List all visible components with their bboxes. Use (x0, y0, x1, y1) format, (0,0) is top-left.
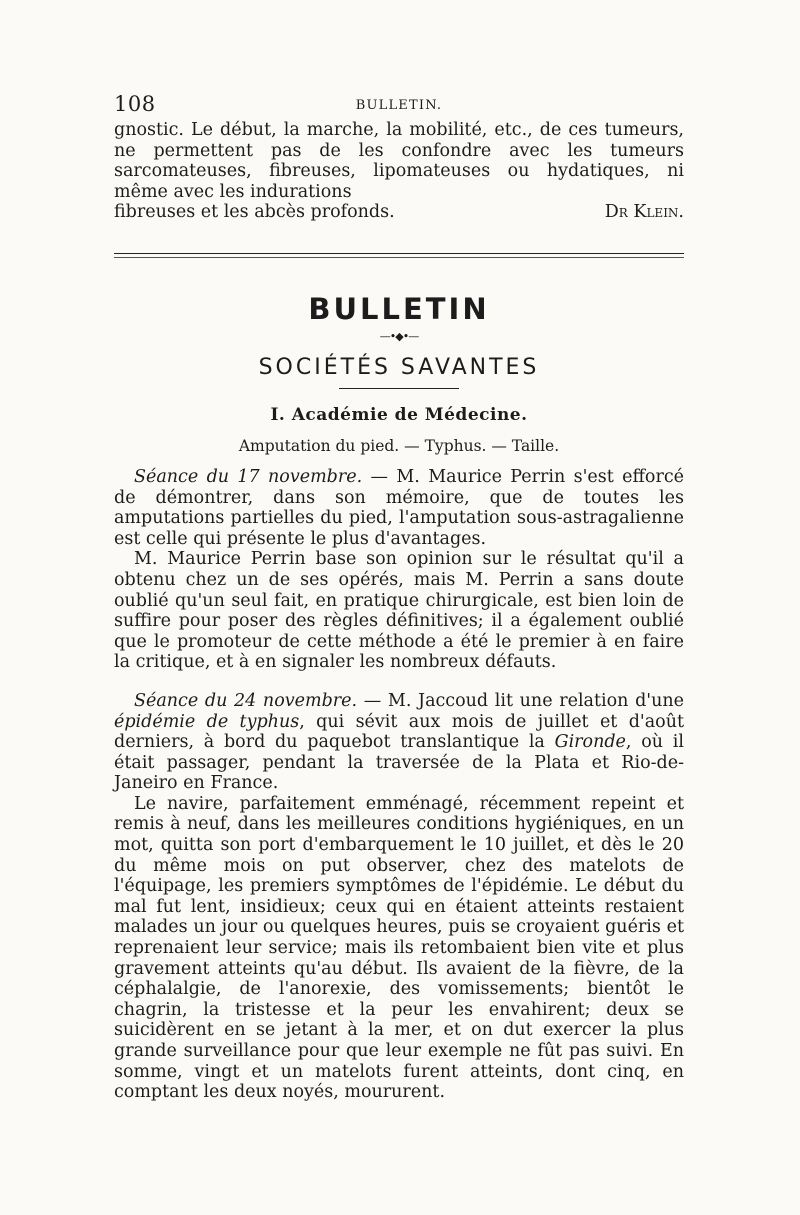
section-divider-thin (114, 257, 684, 258)
paragraph-24-novembre (114, 691, 684, 794)
section-divider (114, 253, 684, 254)
p4-text: Le navire, parfaitement emménagé, récemment repeint et remis à neuf, dans les meilleures conditions hygiéniques, en un mot, quitta son port d'embarquement le 10 juillet, et dès le 20 du même mois on put observer, chez des matelots de l'équipage, les premiers symptômes de l'épidémie. Le début du mal fut lent, insidieux; ceux qui en étaient atteints restaient malades un jour ou quelques heures, puis se croyaient guéris et reprenaient leur service; mais ils retombaient bien vite et plus gravement atteints qu'au début. Ils avaient de la fièvre, de la céphalalgie, de l'anorexie, des vomissements; bientôt le chagrin, la tristesse et la peur les envahirent; deux se suicidèrent en se jetant à la mer, et on dut exercer la plus grande surveillance pour que leur exemple ne fût pas suivi. En somme, vingt et un matelots furent atteints, dont cinq, en comptant les deux noyés, moururent. (114, 793, 684, 1103)
running-head (114, 92, 684, 120)
page (114, 92, 684, 1103)
paragraph-gap (114, 673, 684, 691)
p1-text: — M. Maurice Perrin s'est efforcé de démontrer, dans son mémoire, que de toutes les amputations partielles du pied, l'amputation sous-astragalienne est celle qui présente le plus d'avantages. (114, 466, 684, 549)
author-signature: Dr Klein. (604, 202, 684, 223)
topics-line: Amputation du pied. — Typhus. — Taille. (238, 436, 560, 455)
p3-italic-typhus: épidémie de typhus (114, 711, 300, 732)
societes-heading: SOCIÉTÉS SAVANTES (258, 354, 540, 380)
intro-last-line (114, 202, 684, 223)
seance-date-24: Séance du 24 novembre. (134, 690, 358, 711)
p3-text-c: , où il était passager, pendant la traversée de la Plata et Rio-de-Janeiro en France. (114, 732, 684, 794)
intro-last-text: fibreuses et les abcès profonds. (114, 202, 395, 223)
p3-italic-gironde: Gironde (554, 732, 626, 753)
page-number: 108 (114, 92, 156, 116)
running-title: BULLETIN. (355, 98, 443, 113)
short-rule (339, 388, 459, 389)
intro-paragraph (114, 120, 684, 202)
p3-text-b: , qui sévit aux mois de juillet et d'août derniers, à bord du paquebot translantique la (114, 711, 684, 753)
p2-text: M. Maurice Perrin base son opinion sur le résultat qu'il a obtenu chez un de ses opérés, mais M. Perrin a sans doute oublié qu'un seul fait, en pratique chirurgicale, est bien loin de suffire pour poser des règles définitives; il a également oublié que le promoteur de cette méthode a été le premier à en faire la critique, et à en signaler les nombreux défauts. (114, 549, 684, 673)
intro-text: gnostic. Le début, la marche, la mobilité, etc., de ces tumeurs, ne permettent pas de les confondre avec les tumeurs sarcomateuses, fibreuses, lipomateuses ou hydatiques, ni même avec les indurations (114, 120, 684, 202)
ornament-divider: —•◆•— (379, 329, 419, 343)
paragraph-perrin (114, 549, 684, 673)
p3-text-a: — M. Jaccoud lit une relation d'une (357, 690, 684, 711)
paragraph-navire (114, 794, 684, 1103)
academie-heading: I. Académie de Médecine. (270, 404, 528, 425)
paragraph-17-novembre (114, 467, 684, 549)
seance-date-17: Séance du 17 novembre. (134, 466, 363, 487)
bulletin-heading: BULLETIN (308, 291, 490, 326)
